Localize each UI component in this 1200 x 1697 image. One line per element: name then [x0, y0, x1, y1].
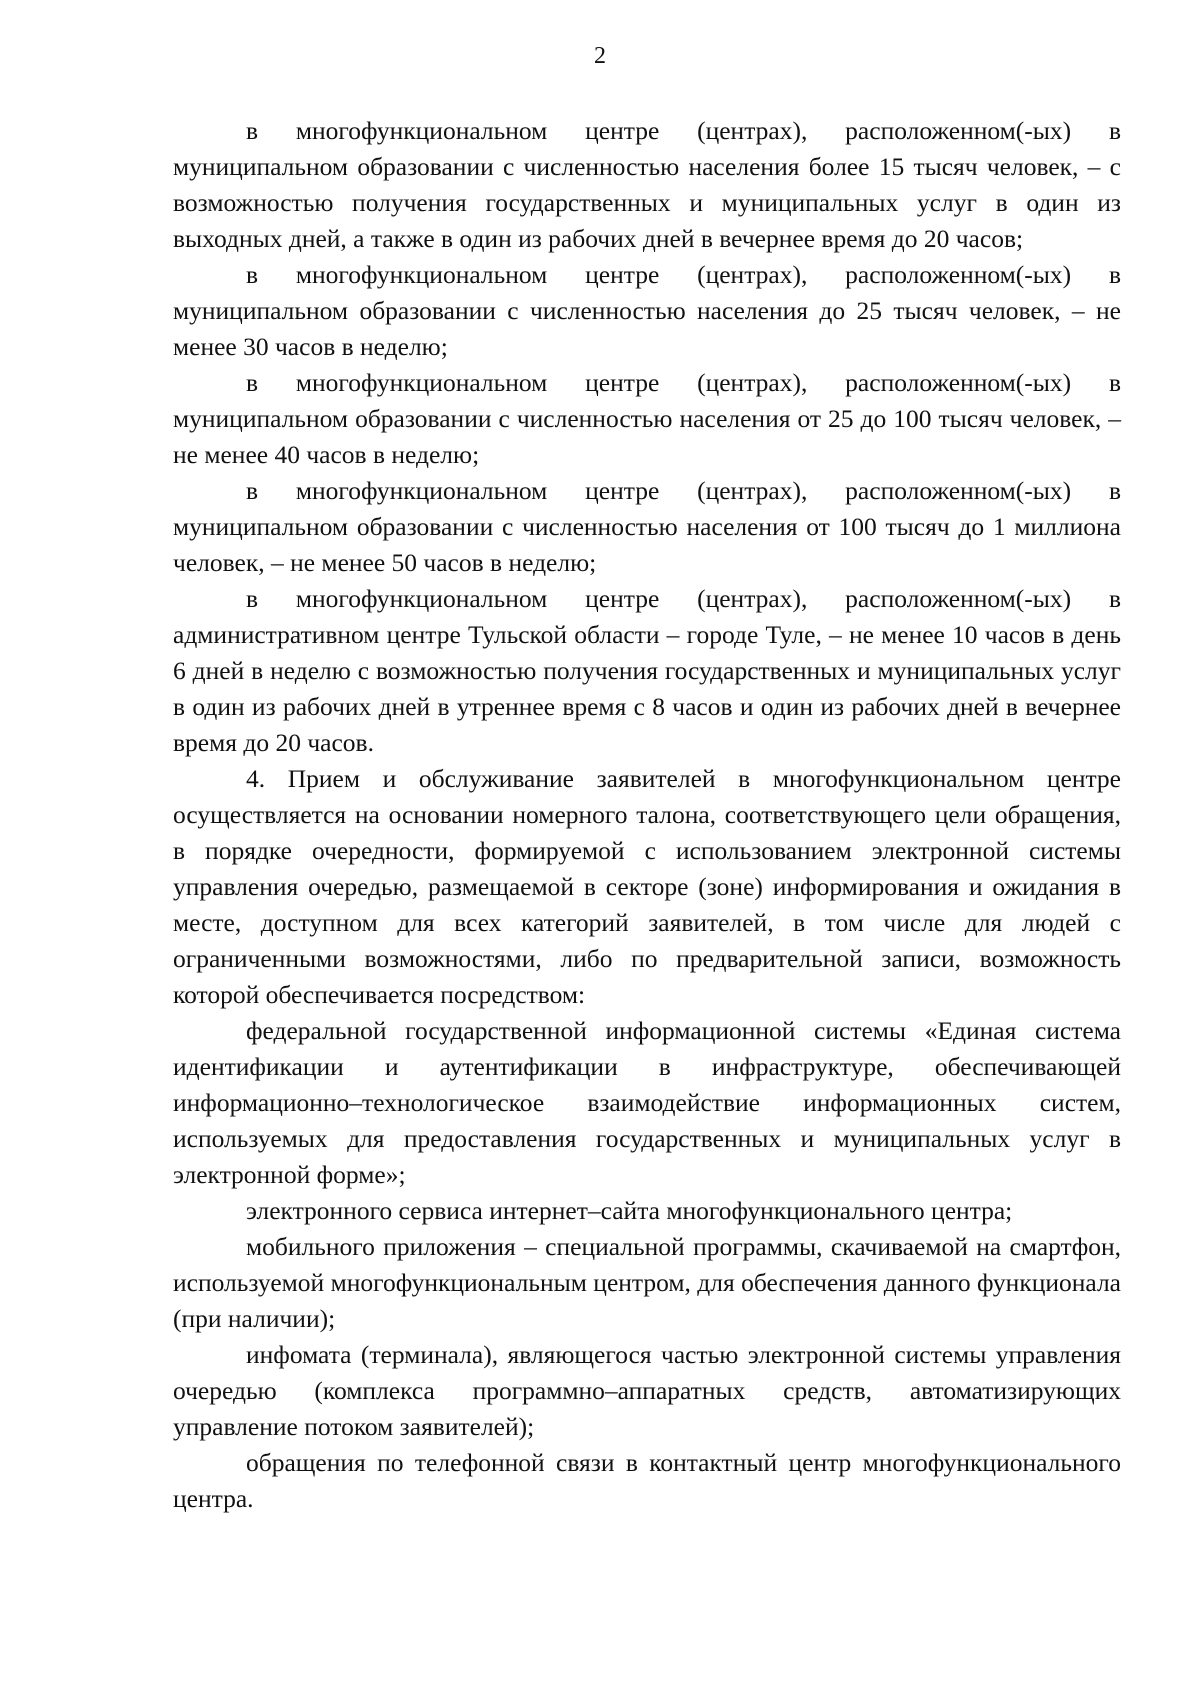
paragraph-mfc-25k-100k: в многофункциональном центре (центрах), расположенном(-ых) в муниципальном образовании с численностью населения от 25 до 100 тысяч человек, – не менее 40 часов в неделю; — [173, 368, 1121, 469]
paragraph-mfc-100k-1m: в многофункциональном центре (центрах), расположенном(-ых) в муниципальном образовании с численностью населения от 100 тысяч до 1 миллиона человек, – не менее 50 часов в неделю; — [173, 476, 1121, 577]
paragraph-mfc-tula: в многофункциональном центре (центрах), расположенном(-ых) в административном центре Тульской области – городе Туле, – не менее 10 часов в день 6 дней в неделю с возможностью получения государственных и муниципальных услуг в один из рабочих дней в утреннее время с 8 часов и один из рабочих дней в вечернее время до 20 часов. — [173, 584, 1121, 757]
document-body — [173, 113, 1121, 1517]
paragraph-mfc-over-15k: в многофункциональном центре (центрах), расположенном(-ых) в муниципальном образовании с численностью населения более 15 тысяч человек, – с возможностью получения государственных и муниципальных услуг в один из выходных дней, а также в один из рабочих дней в вечернее время до 20 часов; — [173, 116, 1121, 253]
paragraph-website-service: электронного сервиса интернет–сайта многофункционального центра; — [246, 1196, 1013, 1225]
paragraph-mobile-app: мобильного приложения – специальной программы, скачиваемой на смартфон, используемой многофункциональным центром, для обеспечения данного функционала (при наличии); — [173, 1232, 1121, 1333]
page-number: 2 — [594, 43, 606, 69]
paragraph-item-4: 4. Прием и обслуживание заявителей в многофункциональном центре осуществляется на основании номерного талона, соответствующего цели обращения, в порядке очередности, формируемой с использованием электронной системы управления очередью, размещаемой в секторе (зоне) информирования и ожидания в месте, доступном для всех категорий заявителей, в том числе для людей с ограниченными возможностями, либо по предварительной записи, возможность которой обеспечивается посредством: — [173, 764, 1121, 1009]
paragraph-phone-contact: обращения по телефонной связи в контактный центр многофункционального центра. — [173, 1448, 1121, 1513]
paragraph-infomat: инфомата (терминала), являющегося частью электронной системы управления очередью (комплекса программно–аппаратных средств, автоматизирующих управление потоком заявителей); — [173, 1340, 1121, 1441]
paragraph-esia: федеральной государственной информационной системы «Единая система идентификации и аутентификации в инфраструктуре, обеспечивающей информационно–технологическое взаимодействие информационных систем, используемых для предоставления государственных и муниципальных услуг в электронной форме»; — [173, 1016, 1121, 1189]
paragraph-mfc-up-to-25k: в многофункциональном центре (центрах), расположенном(-ых) в муниципальном образовании с численностью населения до 25 тысяч человек, – не менее 30 часов в неделю; — [173, 260, 1121, 361]
